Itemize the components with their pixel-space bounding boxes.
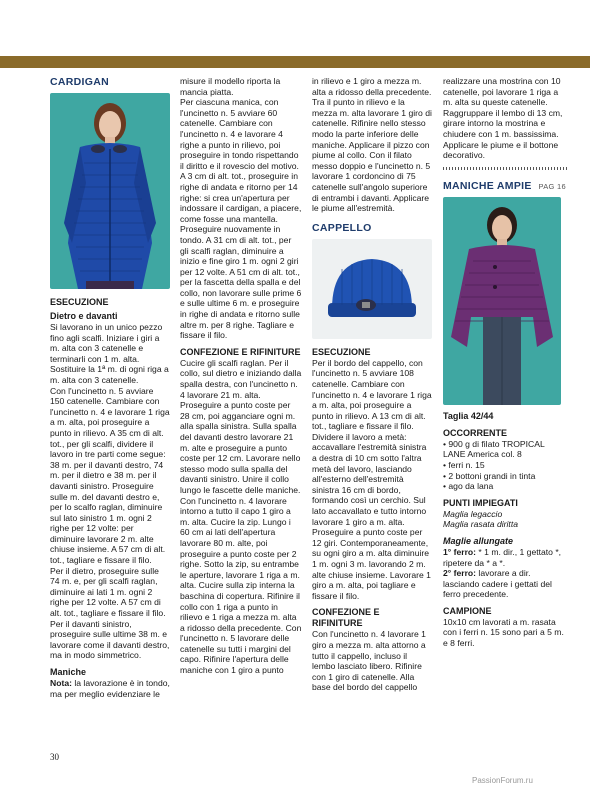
maniche-ampie-label: MANICHE AMPIE xyxy=(443,179,532,192)
materials-list xyxy=(443,439,566,492)
page-number: 30 xyxy=(50,752,59,762)
subheading-maniche: Maniche xyxy=(50,667,87,677)
stitch-2: Maglia rasata diritta xyxy=(443,519,518,530)
heading-confezione: CONFEZIONE E RIFINITURE xyxy=(180,346,301,357)
stitch-1: Maglia legaccio xyxy=(443,508,503,519)
model-purple-jacket-photo xyxy=(443,197,561,405)
column-3 xyxy=(312,76,432,693)
section-esecuzione-2: ESECUZIONE xyxy=(312,346,371,357)
cappello-title: CAPPELLO xyxy=(312,221,372,234)
model-cardigan-photo xyxy=(50,93,170,289)
cardigan-title: CARDIGAN xyxy=(50,76,109,88)
list-item: • ago da lana xyxy=(443,481,494,492)
list-item: • 900 g di filato TROPICAL LANE America col. 8 xyxy=(443,438,545,460)
subheading-dietro-davanti: Dietro e davanti xyxy=(50,311,118,321)
dotted-divider xyxy=(443,167,568,170)
note-label: Nota: xyxy=(50,678,72,688)
ferro-2 xyxy=(443,568,566,600)
paragraph: Con l'uncinetto n. 4 lavorare 1 giro a mezza m. alta attorno a tutto il cappello, incluso il lembo lasciato libero. Rifinire con 1 giro di catenelle. Alla base del bordo del cappello xyxy=(312,629,426,693)
paragraph: Per ciascuna manica, con l'uncinetto n. 5 avviare 60 catenelle. Cambiare con l'uncinetto n. 4 e lavorare 4 righe a punto in rilievo, poi proseguire in tondo rispettando il diritto e il rovescio del motivo. A 3 cm di alt. tot., proseguire in righe di andata e ritorno per 14 righe: si crea un'apertura per indossare il cardigan, a piacere, come fosse una mantella. Proseguire nuovamente in tondo. A 31 cm di alt. tot., per gli scalfi raglan, diminuire a inizio e fine giro 1 m. ogni 2 giri per 12 volte. A 51 cm di alt. tot., per la fascetta della spalla e del collo, non lavorare sulle prime 6 e sulle ultime 6 m. e proseguire in righe di andata e ritorno sulle altre m. per 8 righe. Tagliare e fissare il filo. xyxy=(180,97,302,341)
header-accent-bar xyxy=(0,56,590,68)
watermark: PassionForum.ru xyxy=(472,776,533,785)
gauge-text: 10x10 cm lavorati a m. rasata con i ferri n. 15 sono pari a 5 m. e 8 ferri. xyxy=(443,616,564,649)
heading-campione: CAMPIONE xyxy=(443,605,492,616)
paragraph: Cucire gli scalfi raglan. Per il collo, sul dietro e iniziando dalla spalla destra, con l'uncinetto n. 4 lavorare 21 m. alta. Proseguire a punto coste per 28 cm, poi agganciare ogni m. alla spalla sinistra. Sulla spalla del davanti destro lavorare 21 m. alte e proseguire a punto coste per 12 cm. Lavorare nello stesso modo sulla spalla del davanti sinistro. Unire il collo lungo le fascette delle maniche. Con l'uncinetto n. 4 lavorare intorno a tutto il capo 1 giro a m. alta. Cucire la zip. Lungo i 60 cm ai lati dell'apertura lavorare 80 m. alte, poi proseguire a punto coste per 2 righe. Sotto la zip, su entrambe le aperture, lavorare 1 riga a m. alta. Cucire sulla zip interna la baschina di copertura. Rifinire il collo con 1 riga a punto in rilievo e 1 riga a mezza m. alta a ridosso della precedente. Con l'uncinetto n. 5 lavorare delle catenelle su tutti i margini del capo. Rifinire l'apertura delle maniche con 1 giro a punto xyxy=(180,357,302,676)
paragraph: Con l'uncinetto n. 5 avviare 150 catenelle. Cambiare con l'uncinetto n. 4 e lavorare 1 riga a m. alta, poi proseguire a punto in rilievo. A 35 cm di alt. tot., per gli scalfi, dividere il lavoro in tre parti come segue: 38 m. per il davanti destro, 74 m. per il dietro e 38 m. per il davanti sinistro. Proseguire sulle m. del davanti destro e, per lo scalfo raglan, diminuire sul lato sinistro 1 m. ogni 2 righe per 12 volte: per diminuire lavorare 2 m. alte chiuse insieme. A 57 cm di alt. tot., tagliare e fissare il filo. xyxy=(50,385,170,566)
ferro-2-text: lavorare a dir. lasciando cadere i gettati del ferro precedente. xyxy=(443,568,552,600)
heading-punti: PUNTI IMPIEGATI xyxy=(443,497,518,508)
paragraph: Per il bordo del cappello, con l'uncinetto n. 5 avviare 108 catenelle. Cambiare con l'uncinetto n. 4 e lavorare 1 riga a m. alta, poi proseguire a punto in rilievo. A 13 cm di alt. tot., tagliare e fissare il filo. Dividere il lavoro a metà: accavallare l'estremità sinistra a destra di 10 cm sotto l'altra metà del lavoro, lasciando all'esterno dell'estremità sinistra 16 cm di bordo, formando così un cerchio. Sul lato accavallato e tutto intorno lavorare 1 giro a m. alta. Proseguire a punto coste per 12 giri. Contemporaneamente, su ogni giro a m. alta diminuire 1 m. ogni 3 m. lavorando 2 m. alte chiuse insieme. Lavorare 1 giro a m. alta, poi tagliare e fissare il filo. xyxy=(312,357,432,601)
maniche-ampie-title xyxy=(443,180,566,193)
heading-maglie-allungate: Maglie allungate xyxy=(443,535,514,546)
ferro-1-label: 1° ferro: xyxy=(443,546,477,557)
size-label: Taglia 42/44 xyxy=(443,410,494,421)
column-4 xyxy=(443,76,566,649)
paragraph: Si lavorano in un unico pezzo fino agli scalfi. Iniziare i giri a m. alta con 3 catenelle e terminarli con 1 m. alta. Sostituire la 1ª m. di ogni riga a m. alta con 3 catenelle. xyxy=(50,322,169,385)
blue-hat-photo xyxy=(312,239,432,339)
note-text: la lavorazione è in tondo, ma per meglio evidenziare le xyxy=(50,678,170,699)
list-item: • 2 bottoni grandi in tinta xyxy=(443,470,536,481)
column-2 xyxy=(180,76,302,676)
ferro-1-text: * 1 m. dir., 1 gettato *, ripetere da * a *. xyxy=(443,546,562,568)
section-esecuzione-1: ESECUZIONE xyxy=(50,297,109,307)
column-1 xyxy=(50,76,170,699)
list-item: • ferri n. 15 xyxy=(443,459,485,470)
top-margin xyxy=(0,0,590,56)
heading-occorrente: OCCORRENTE xyxy=(443,427,508,438)
paragraph: Per il dietro, proseguire sulle 74 m. e, per gli scalfi raglan, diminuire ai lati 1 m. ogni 2 righe per 12 volte. A 57 cm di alt. tot., tagliare e fissare il filo. Per il davanti sinistro, proseguire sulle ultime 38 m. e lavorare come il davanti destro, ma in modo simmetrico. xyxy=(50,565,170,661)
note-paragraph xyxy=(50,678,170,699)
paragraph: in rilievo e 1 giro a mezza m. alta a ridosso della precedente. Tra il punto in rilievo e la mezza m. alta lavorare 1 giro di catenelle. Rifinire nello stesso modo la parte inferiore delle maniche. Applicare il pizzo con piume al collo. Con il filato messo doppio e l'uncinetto n. 5 lavorare 1 cordoncino di 75 catenelle sull'angolo superiore di entrambi i davanti. Applicare le piume all'estremità. xyxy=(312,76,432,214)
heading-confezione-2: CONFEZIONE E RIFINITURE xyxy=(312,607,380,629)
page-reference: PAG 16 xyxy=(538,181,566,191)
ferro-1 xyxy=(443,547,566,568)
paragraph: misure il modello riporta la mancia piatta. xyxy=(180,76,281,97)
ferro-2-label: 2° ferro: xyxy=(443,568,477,579)
paragraph: realizzare una mostrina con 10 catenelle, poi lavorare 1 riga a m. alta su queste catenelle. Raggruppare il lembo di 13 cm, girare intorno la mostrina e chiudere con 1 m. bassissima. Applicare le piume e il bottone decorativo. xyxy=(443,76,563,161)
